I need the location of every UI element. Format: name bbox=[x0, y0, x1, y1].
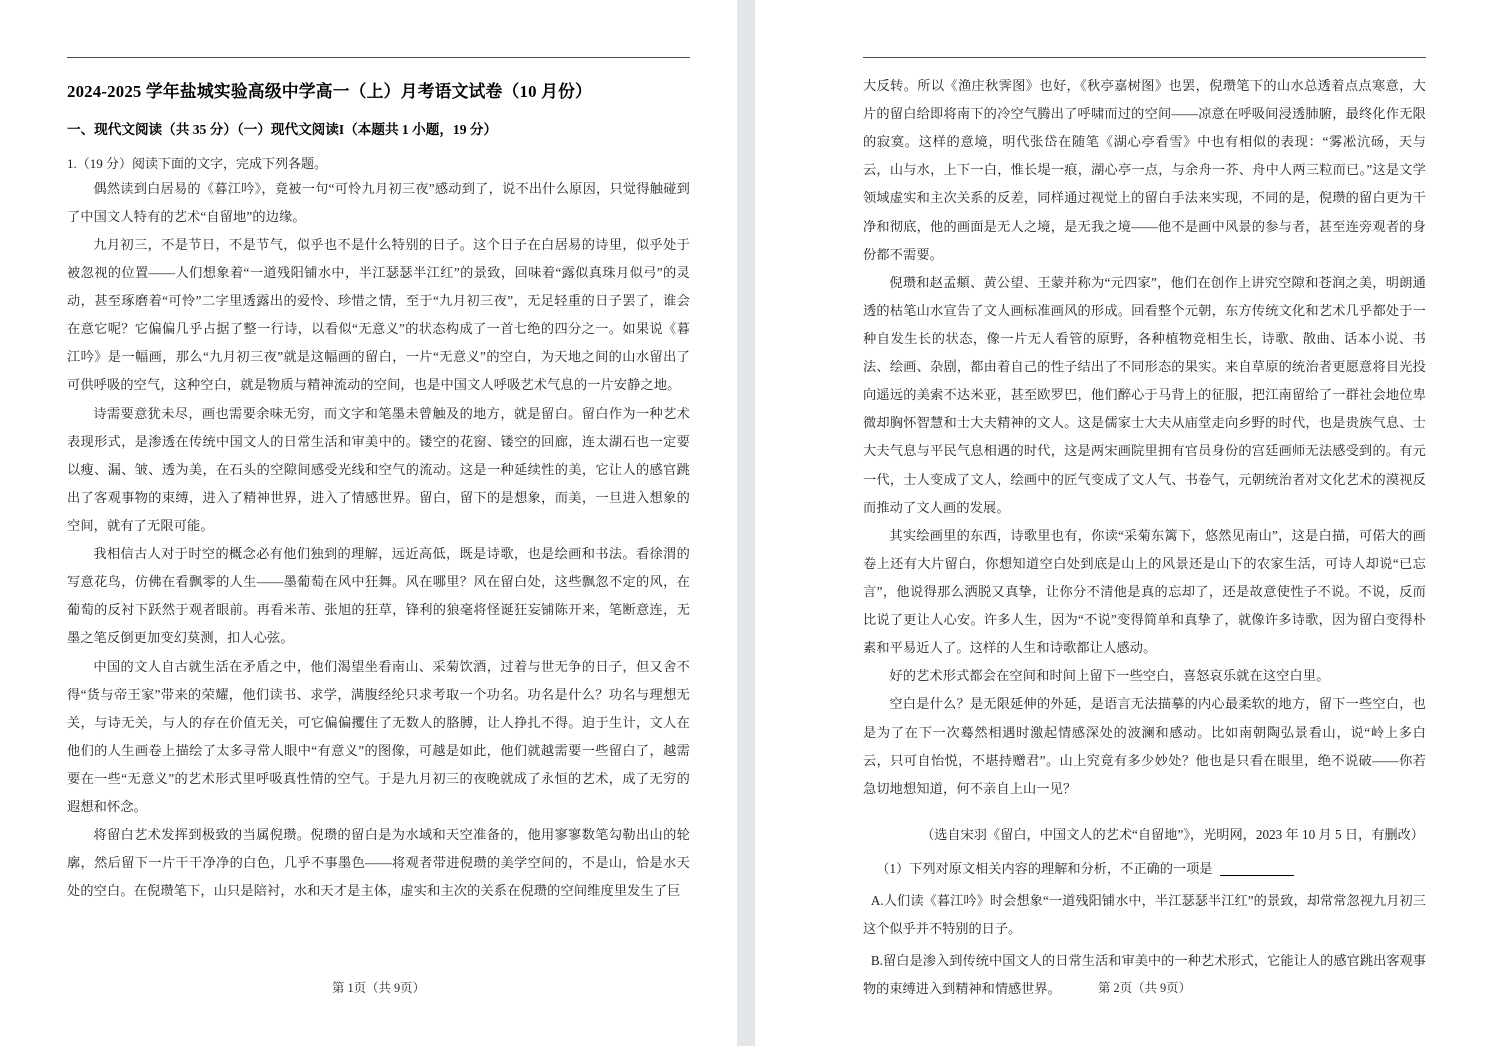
page-1-body bbox=[67, 175, 690, 906]
paragraph: 大反转。所以《渔庄秋霁图》也好，《秋亭嘉树图》也罢，倪瓒笔下的山水总透着点点寒意，大片的留白给即将南下的冷空气腾出了呼啸而过的空间——凉意在呼吸间浸透肺腑，最终化作无限的寂寞。这样的意境，明代张岱在随笔《湖心亭看雪》中也有相似的表现：“雾凇沆砀，天与云，山与水，上下一白，惟长堤一痕，湖心亭一点，与余舟一芥、舟中人两三粒而已。”这是文学领域虚实和主次关系的反差，同样通过视觉上的留白手法来实现，不同的是，倪瓒的留白更为干净和彻底，他的画面是无人之境，是无我之境——他不是画中风景的参与者，甚至连旁观者的身份都不需要。 bbox=[863, 78, 1426, 262]
section-heading: 一、现代文阅读（共 35 分）（一）现代文阅读I（本题共 1 小题，19 分） bbox=[67, 121, 498, 137]
header-rule bbox=[863, 57, 1426, 58]
page-number-footer: 第 2页（共 9页） bbox=[1098, 981, 1191, 995]
paragraph: 好的艺术形式都会在空间和时间上留下一些空白，喜怒哀乐就在这空白里。 bbox=[889, 668, 1330, 684]
page-title: 2024-2025 学年盐城实验高级中学高一（上）月考语文试卷（10 月份） bbox=[67, 82, 593, 101]
option-a: A.人们读《暮江吟》时会想象“一道残阳铺水中，半江瑟瑟半江红”的景致，却常常忽视九月初三这个似乎并不特别的日子。 bbox=[863, 893, 1426, 937]
paragraph: 倪瓒和赵孟頫、黄公望、王蒙并称为“元四家”，他们在创作上讲究空隙和苍润之美，明朗通透的枯笔山水宣告了文人画标准画风的形成。回看整个元朝，东方传统文化和艺术几乎都处于一种自发生长的状态，像一片无人看管的原野，各种植物竞相生长，诗歌、散曲、话本小说、书法、绘画、杂剧，都由着自己的性子结出了不同形态的果实。来自草原的统治者更愿意将目光投向遥远的美索不达米亚，甚至欧罗巴，他们醉心于马背上的征服，把江南留给了一群社会地位卑微却胸怀智慧和士大夫精神的文人。这是儒家士大夫从庙堂走向乡野的时代，也是贵族气息、士大夫气息与平民气息相遇的时代，这是两宋画院里拥有官员身份的宫廷画师无法感受到的。有元一代，士人变成了文人，绘画中的匠气变成了文人气、书卷气，元朝统治者对文化艺术的漠视反而推动了文人画的发展。 bbox=[863, 274, 1426, 515]
paragraph: 偶然读到白居易的《暮江吟》，竟被一句“可怜九月初三夜”感动到了，说不出什么原因，只觉得触碰到了中国文人特有的艺术“自留地”的边缘。 bbox=[67, 180, 690, 224]
paragraph: 将留白艺术发挥到极致的当属倪瓒。倪瓒的留白是为水域和天空准备的，他用寥寥数笔勾勒出山的轮廓，然后留下一片干干净净的白色，几乎不事墨色——将观者带进倪瓒的美学空间的，不是山，恰是水天处的空白。在倪瓒笔下，山只是陪衬，水和天才是主体，虚实和主次的关系在倪瓒的空间维度里发生了巨 bbox=[67, 827, 690, 899]
option-b: B.留白是渗入到传统中国文人的日常生活和审美中的一种艺术形式，它能让人的感官跳出客观事物的束缚进入到精神和情感世界。 bbox=[863, 953, 1426, 997]
answer-blank[interactable] bbox=[1220, 875, 1294, 876]
paragraph: 我相信古人对于时空的概念必有他们独到的理解，远近高低，既是诗歌，也是绘画和书法。看徐渭的写意花鸟，仿佛在看飘零的人生——墨葡萄在风中狂舞。风在哪里？风在留白处，这些飘忽不定的风，在葡萄的反衬下跃然于观者眼前。再看米芾、张旭的狂草，锋利的狼毫将怪诞狂妄铺陈开来，笔断意连，无墨之笔反倒更加变幻莫测，扣人心弦。 bbox=[67, 546, 690, 646]
paragraph: 诗需要意犹未尽，画也需要余味无穷，而文字和笔墨未曾触及的地方，就是留白。留白作为一种艺术表现形式，是渗透在传统中国文人的日常生活和审美中的。镂空的花窗、镂空的回廊，连太湖石也一定要以瘦、漏、皱、透为美，在石头的空隙间感受光线和空气的流动。这是一种延续性的美，它让人的感官跳出了客观事物的束缚，进入了精神世界，进入了情感世界。留白，留下的是想象，而美，一旦进入想象的空间，就有了无限可能。 bbox=[67, 405, 690, 534]
paragraph: 九月初三，不是节日，不是节气，似乎也不是什么特别的日子。这个日子在白居易的诗里，似乎处于被忽视的位置——人们想象着“一道残阳铺水中，半江瑟瑟半江红”的景致，回味着“露似真珠月似弓”的灵动，甚至琢磨着“可怜”二字里透露出的爱怜、珍惜之情，至于“九月初三夜”，无足轻重的日子罢了，谁会在意它呢？它偏偏几乎占据了整一行诗，以看似“无意义”的状态构成了一首七绝的四分之一。如果说《暮江吟》是一幅画，那么“九月初三夜”就是这幅画的留白，一片“无意义”的空白，为天地之间的山水留出了可供呼吸的空气，这种空白，就是物质与精神流动的空间，也是中国文人呼吸艺术气息的一片安静之地。 bbox=[67, 236, 690, 393]
question-lead: 1.（19 分）阅读下面的文字，完成下列各题。 bbox=[67, 155, 328, 171]
header-rule bbox=[67, 57, 690, 58]
paragraph: 中国的文人自古就生活在矛盾之中，他们渴望坐看南山、采菊饮酒，过着与世无争的日子，但又舍不得“货与帝王家”带来的荣耀，他们读书、求学，满腹经纶只求考取一个功名。功名是什么？功名与理想无关，与诗无关，与人的存在价值无关，可它偏偏攫住了无数人的胳膊，让人挣扎不得。迫于生计，文人在他们的人生画卷上描绘了太多寻常人眼中“有意义”的图像，可越是如此，他们就越需要一些留白了，越需要在一些“无意义”的艺术形式里呼吸真性情的空气。于是九月初三的夜晚就成了永恒的艺术，成了无穷的遐想和怀念。 bbox=[67, 658, 690, 815]
page-number-footer: 第 1页（共 9页） bbox=[332, 981, 425, 995]
page-1-content-area bbox=[67, 0, 690, 1046]
page-2 bbox=[755, 0, 1492, 1046]
page-2-content-area bbox=[863, 0, 1426, 1046]
page-1 bbox=[0, 0, 737, 1046]
sub-question-1 bbox=[863, 855, 1426, 883]
source-attribution: （选自宋羽《留白，中国文人的艺术“自留地”》，光明网，2023 年 10 月 5 日，有删改） bbox=[921, 826, 1424, 842]
page-2-body bbox=[863, 72, 1426, 1004]
paragraph: 其实绘画里的东西，诗歌里也有，你读“采菊东篱下，悠然见南山”，这是白描，可偌大的画卷上还有大片留白，你想知道空白处到底是山上的风景还是山下的农家生活，可诗人却说“已忘言”，他说得那么洒脱又真挚，让你分不清他是真的忘却了，还是故意使性子不说。不说，反而比说了更让人心安。许多人生，因为“不说”变得简单和真挚了，就像许多诗歌，因为留白变得朴素和平易近人了。这样的人生和诗歌都让人感动。 bbox=[863, 527, 1426, 656]
paragraph: 空白是什么？是无限延伸的外延，是语言无法描摹的内心最柔软的地方，留下一些空白，也是为了在下一次蓦然相遇时激起情感深处的波澜和感动。比如南朝陶弘景看山，说“岭上多白云，只可自怡悦，不堪持赠君”。山上究竟有多少妙处？他也是只看在眼里，绝不说破——你若急切地想知道，何不亲自上山一见？ bbox=[863, 696, 1426, 796]
page-gutter-divider bbox=[737, 0, 755, 1046]
sub-question-text: （1）下列对原文相关内容的理解和分析，不正确的一项是 bbox=[876, 860, 1213, 876]
